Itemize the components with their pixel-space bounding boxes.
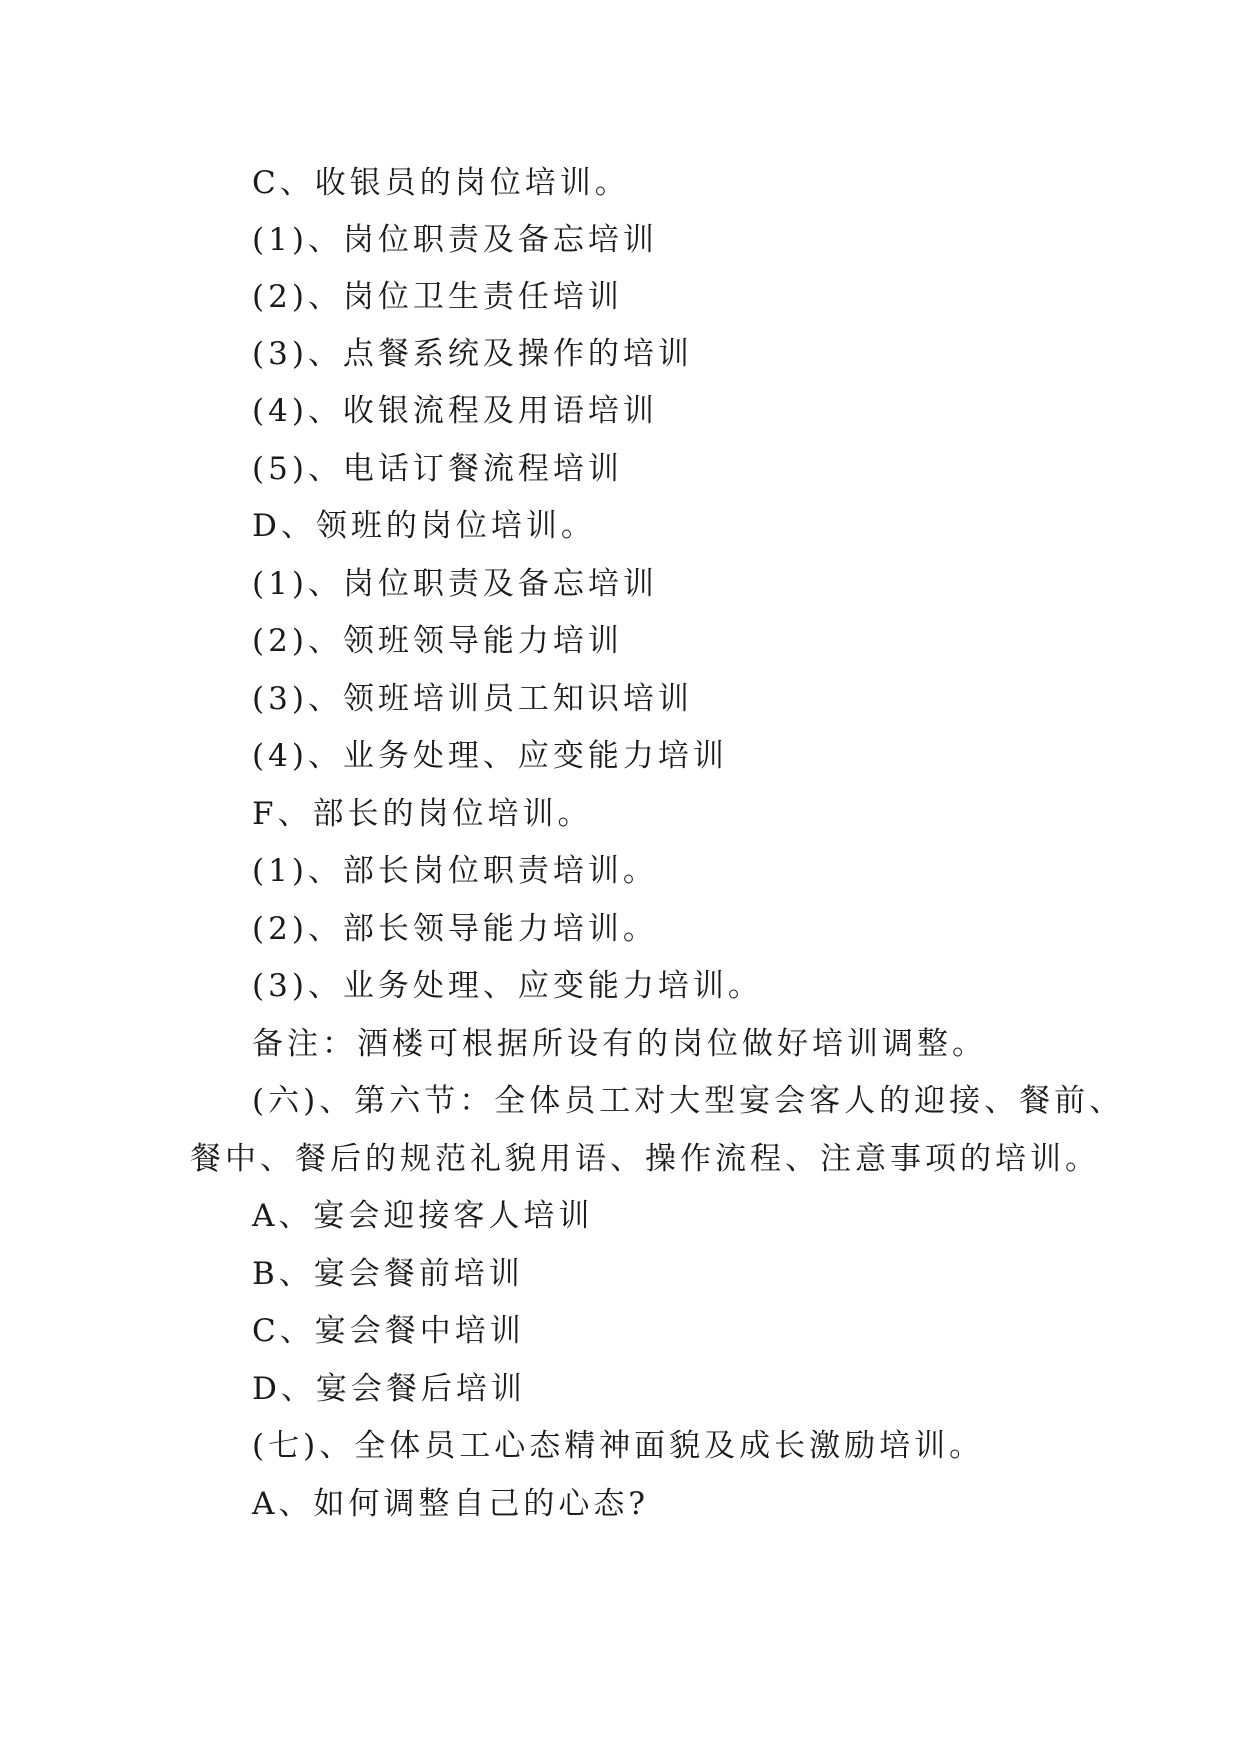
list-item: (3)、领班培训员工知识培训 — [252, 681, 693, 717]
list-item: B、宴会餐前培训 — [252, 1256, 524, 1292]
list-item: (2)、岗位卫生责任培训 — [252, 279, 623, 315]
section-heading-manager: F、部长的岗位培训。 — [252, 796, 593, 832]
list-item: (1)、部长岗位职责培训。 — [252, 853, 658, 889]
list-item: (3)、点餐系统及操作的培训 — [252, 336, 693, 372]
list-item: (4)、收银流程及用语培训 — [252, 393, 658, 429]
list-item: A、如何调整自己的心态? — [252, 1486, 650, 1522]
list-item: (1)、岗位职责及备忘培训 — [252, 566, 658, 602]
list-item: D、宴会餐后培训 — [252, 1371, 526, 1407]
list-item: (3)、业务处理、应变能力培训。 — [252, 968, 763, 1004]
section-heading-banquet-continued: 餐中、餐后的规范礼貌用语、操作流程、注意事项的培训。 — [190, 1141, 1100, 1177]
note-paragraph: 备注：酒楼可根据所设有的岗位做好培训调整。 — [252, 1026, 987, 1062]
list-item: A、宴会迎接客人培训 — [252, 1198, 594, 1234]
section-heading-mindset: (七)、全体员工心态精神面貌及成长激励培训。 — [252, 1428, 985, 1464]
list-item: (1)、岗位职责及备忘培训 — [252, 222, 658, 258]
list-item: (5)、电话订餐流程培训 — [252, 451, 623, 487]
list-item: (2)、领班领导能力培训 — [252, 623, 623, 659]
list-item: (2)、部长领导能力培训。 — [252, 911, 658, 947]
section-heading-banquet: (六)、第六节：全体员工对大型宴会客人的迎接、餐前、 — [252, 1083, 1125, 1119]
list-item: C、宴会餐中培训 — [252, 1313, 525, 1349]
section-heading-team-lead: D、领班的岗位培训。 — [252, 508, 596, 544]
list-item: (4)、业务处理、应变能力培训 — [252, 738, 728, 774]
section-heading-cashier: C、收银员的岗位培训。 — [252, 165, 630, 201]
